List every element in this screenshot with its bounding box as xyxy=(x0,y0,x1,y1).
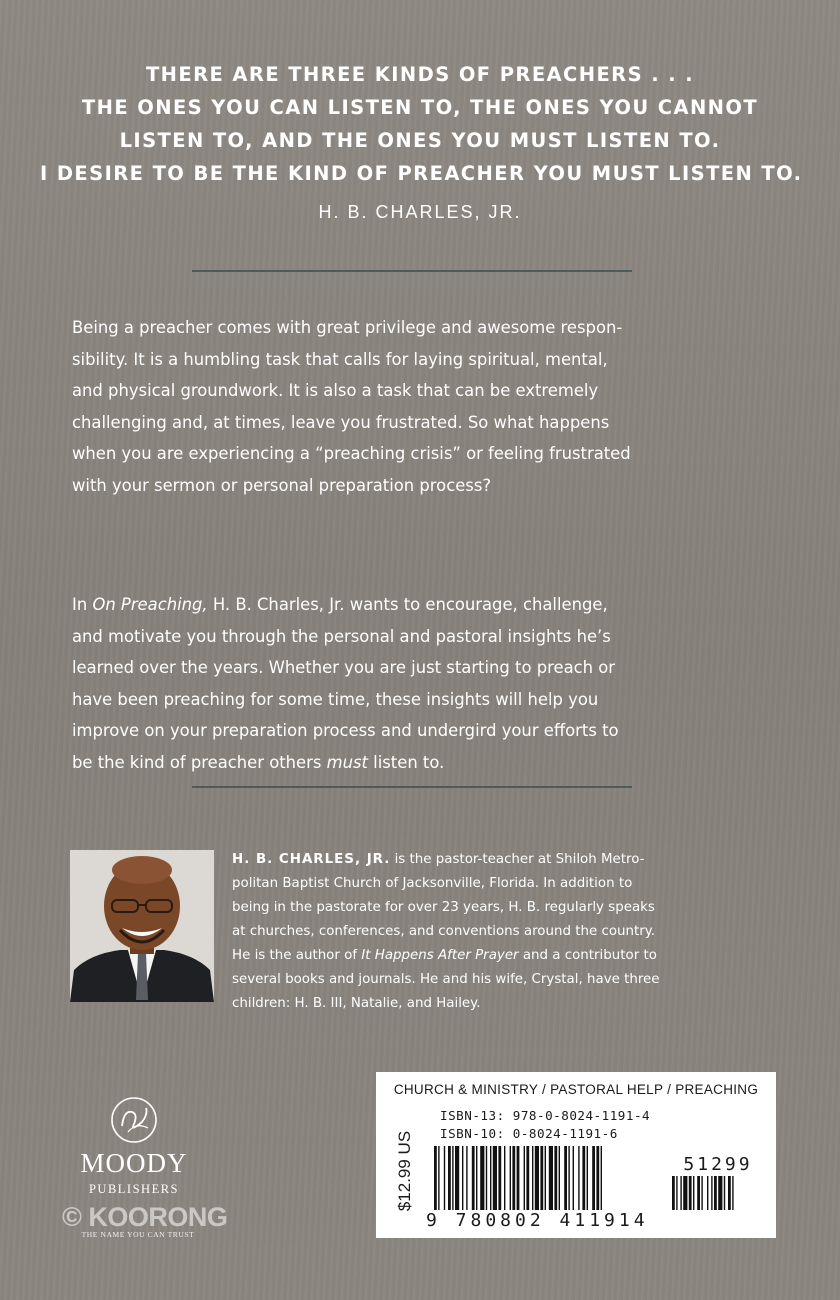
desc-p2-last-a: be the kind of preacher others xyxy=(72,752,327,772)
publisher-tagline: THE NAME YOU CAN TRUST xyxy=(81,1230,195,1239)
desc-p1-line-2: sibility. It is a humbling task that calls for laying spiritual, mental, xyxy=(72,349,608,369)
moody-emblem-icon xyxy=(58,1092,218,1152)
desc-p1-line-3: and physical groundwork. It is also a task that can be extremely xyxy=(72,381,599,400)
desc-p2-prefix: In xyxy=(72,595,93,614)
watermark: © KOORONG xyxy=(62,1202,228,1232)
ean-digits: 9 780802 411914 xyxy=(426,1210,649,1231)
quote-line-1: THERE ARE THREE KINDS OF PREACHERS . . . xyxy=(145,63,695,86)
barcode-panel xyxy=(376,1072,776,1238)
category-label: CHURCH & MINISTRY / PASTORAL HELP / PREACHING xyxy=(393,1082,759,1097)
desc-p2-line-2: and motivate you through the personal and pastoral insights he’s xyxy=(72,626,611,646)
desc-p1-line-6: with your sermon or personal preparation process? xyxy=(72,475,492,495)
author-name: H. B. CHARLES, JR. xyxy=(232,852,391,867)
quote-attribution: H. B. CHARLES, JR. xyxy=(318,202,522,222)
bio-line-1-rest: is the pastor-teacher at Shiloh Metro- xyxy=(390,852,645,867)
divider-bottom xyxy=(192,786,632,788)
desc-p1-line-5: when you are experiencing a “preaching crisis” or feeling frustrated xyxy=(72,444,631,463)
author-photo xyxy=(70,850,214,1002)
description-paragraph-1 xyxy=(72,312,772,501)
price-label xyxy=(392,1112,418,1230)
desc-p2-line-3: learned over the years. Whether you are just starting to preach or xyxy=(72,658,615,677)
bio-line-5-b: and a contributor to xyxy=(518,948,657,963)
description-paragraph-2 xyxy=(72,589,772,778)
publisher-sub: PUBLISHERS xyxy=(88,1182,180,1196)
bio-line-5 xyxy=(232,944,812,968)
quote-line-2: THE ONES YOU CAN LISTEN TO, THE ONES YOU CANNOT xyxy=(81,96,759,119)
desc-p1-line-1: Being a preacher comes with great privilege and awesome respon- xyxy=(72,318,623,337)
desc-p2-line-1 xyxy=(72,589,772,621)
desc-p2-last-b: listen to. xyxy=(367,752,445,772)
desc-p2-line-4: have been preaching for some time, these insights will help you xyxy=(72,689,599,709)
isbn-10: ISBN-10: 0-8024-1191-6 xyxy=(440,1126,618,1141)
bio-line-1 xyxy=(232,848,812,872)
desc-p1-line-4: challenging and, at times, leave you frustrated. So what happens xyxy=(72,412,610,432)
other-book-title: It Happens After Prayer xyxy=(361,948,519,963)
bio-line-2: politan Baptist Church of Jacksonville, Florida. In addition to xyxy=(232,876,633,891)
publisher-name: MOODY xyxy=(80,1148,188,1178)
emphasis-must: must xyxy=(326,752,368,772)
desc-p2-line-5: improve on your preparation process and undergird your efforts to xyxy=(72,721,619,740)
price-text: $12.99 US xyxy=(395,1130,414,1212)
divider-top xyxy=(192,270,632,272)
bio-line-7: children: H. B. III, Natalie, and Hailey. xyxy=(232,996,481,1011)
book-title: On Preaching, xyxy=(92,595,208,614)
desc-p2-line-1-rest: H. B. Charles, Jr. wants to encourage, challenge, xyxy=(207,595,608,614)
author-bio xyxy=(232,848,812,1016)
bio-line-5-a: He is the author of xyxy=(232,948,362,963)
isbn-13: ISBN-13: 978-0-8024-1191-4 xyxy=(440,1108,651,1123)
bio-line-3: being in the pastorate for over 23 years, H. B. regularly speaks xyxy=(232,900,655,915)
bio-line-4: at churches, conferences, and conventions around the country. xyxy=(232,924,656,939)
cover-quote xyxy=(40,58,803,190)
desc-p2-line-6 xyxy=(72,747,772,779)
addon-digits: 51299 xyxy=(683,1154,753,1175)
quote-line-4: I DESIRE TO BE THE KIND OF PREACHER YOU MUST LISTEN TO. xyxy=(40,162,803,185)
bio-line-6: several books and journals. He and his wife, Crystal, have three xyxy=(232,972,660,987)
quote-line-3: LISTEN TO, AND THE ONES YOU MUST LISTEN TO. xyxy=(119,129,721,152)
